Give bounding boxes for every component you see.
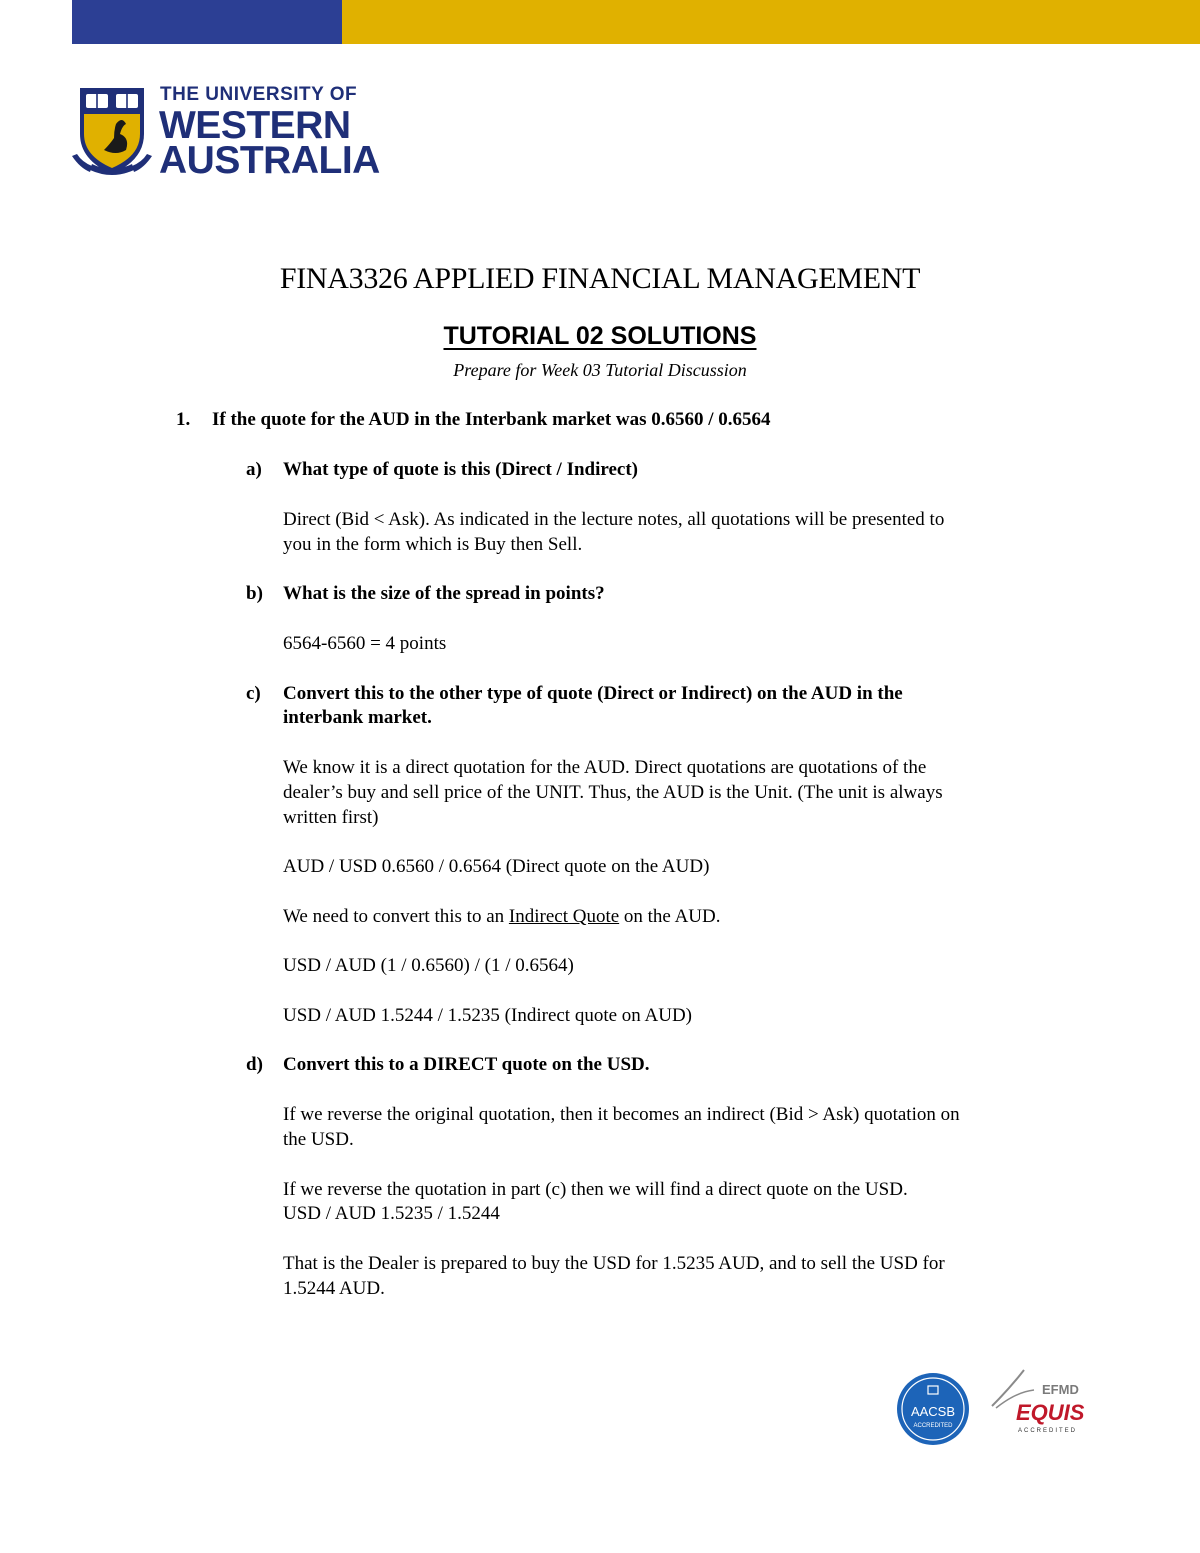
university-name-line3: AUSTRALIA bbox=[159, 139, 380, 182]
course-title: FINA3326 APPLIED FINANCIAL MANAGEMENT bbox=[279, 262, 921, 295]
part-b-answer: 6564-6560 = 4 points bbox=[283, 633, 447, 654]
part-d-p3-line1: That is the Dealer is prepared to buy the USD for 1.5235 AUD, and to sell the USD for bbox=[283, 1253, 945, 1274]
part-b-label: b) bbox=[246, 583, 263, 604]
part-a-answer-line1: Direct (Bid < Ask). As indicated in the lecture notes, all quotations will be presented to bbox=[283, 509, 945, 530]
part-a-label: a) bbox=[246, 459, 262, 480]
part-a-question: What type of quote is this (Direct / Indirect) bbox=[283, 459, 638, 480]
part-d-p2-line2: USD / AUD 1.5235 / 1.5244 bbox=[283, 1203, 500, 1224]
part-c-p3 bbox=[283, 904, 720, 929]
part-d-question: Convert this to a DIRECT quote on the USD. bbox=[283, 1054, 650, 1075]
tutorial-title: TUTORIAL 02 SOLUTIONS bbox=[443, 322, 757, 350]
part-c-p5: USD / AUD 1.5244 / 1.5235 (Indirect quote on AUD) bbox=[283, 1005, 692, 1026]
aacsb-accredited-logo bbox=[896, 1372, 970, 1446]
header-color-bar bbox=[72, 0, 1200, 44]
efmd-swoosh-icon bbox=[990, 1368, 1090, 1440]
part-d-p1-line1: If we reverse the original quotation, then it becomes an indirect (Bid > Ask) quotation on bbox=[283, 1104, 960, 1125]
part-c-p1-line1: We know it is a direct quotation for the AUD. Direct quotations are quotations of the bbox=[283, 757, 927, 778]
efmd-text: EFMD bbox=[1042, 1382, 1079, 1397]
part-c-p1-line3: written first) bbox=[283, 807, 379, 828]
part-d-p1-line2: the USD. bbox=[283, 1129, 354, 1150]
part-c-p4: USD / AUD (1 / 0.6560) / (1 / 0.6564) bbox=[283, 955, 574, 976]
crest-icon bbox=[70, 86, 154, 178]
part-b-question: What is the size of the spread in points? bbox=[283, 583, 605, 604]
question-number: 1. bbox=[176, 409, 191, 430]
part-c-p3-after: on the AUD. bbox=[619, 906, 721, 927]
header-bar-gold bbox=[342, 0, 1200, 44]
university-logo bbox=[70, 82, 380, 182]
equis-accredited-logo bbox=[990, 1368, 1090, 1440]
header-bar-blue bbox=[72, 0, 342, 44]
aacsb-sub-text: ACCREDITED bbox=[913, 1423, 953, 1429]
equis-text: EQUIS bbox=[1016, 1400, 1085, 1425]
part-c-p2: AUD / USD 0.6560 / 0.6564 (Direct quote on the AUD) bbox=[283, 856, 710, 877]
part-c-question-line2: interbank market. bbox=[283, 707, 432, 728]
part-d-label: d) bbox=[246, 1054, 263, 1075]
part-c-p1-line2: dealer’s buy and sell price of the UNIT. Thus, the AUD is the Unit. (The unit is always bbox=[283, 782, 943, 803]
part-c-p3-before: We need to convert this to an bbox=[283, 906, 509, 927]
equis-sub-text: ACCREDITED bbox=[1018, 1428, 1078, 1434]
university-name-line2: WESTERN bbox=[159, 104, 351, 147]
aacsb-badge-icon bbox=[896, 1372, 970, 1446]
part-a-answer-line2: you in the form which is Buy then Sell. bbox=[283, 534, 583, 555]
indirect-quote-term: Indirect Quote bbox=[508, 906, 620, 927]
university-name-line1: THE UNIVERSITY OF bbox=[160, 84, 358, 105]
part-d-p3-line2: 1.5244 AUD. bbox=[283, 1278, 385, 1299]
prepare-note: Prepare for Week 03 Tutorial Discussion bbox=[453, 360, 747, 380]
part-d-p2-line1: If we reverse the quotation in part (c) then we will find a direct quote on the USD. bbox=[283, 1179, 908, 1200]
aacsb-text: AACSB bbox=[910, 1404, 956, 1419]
question-text: If the quote for the AUD in the Interbank market was 0.6560 / 0.6564 bbox=[212, 409, 771, 430]
part-c-question-line1: Convert this to the other type of quote (Direct or Indirect) on the AUD in the bbox=[283, 683, 903, 704]
part-c-label: c) bbox=[246, 683, 261, 704]
